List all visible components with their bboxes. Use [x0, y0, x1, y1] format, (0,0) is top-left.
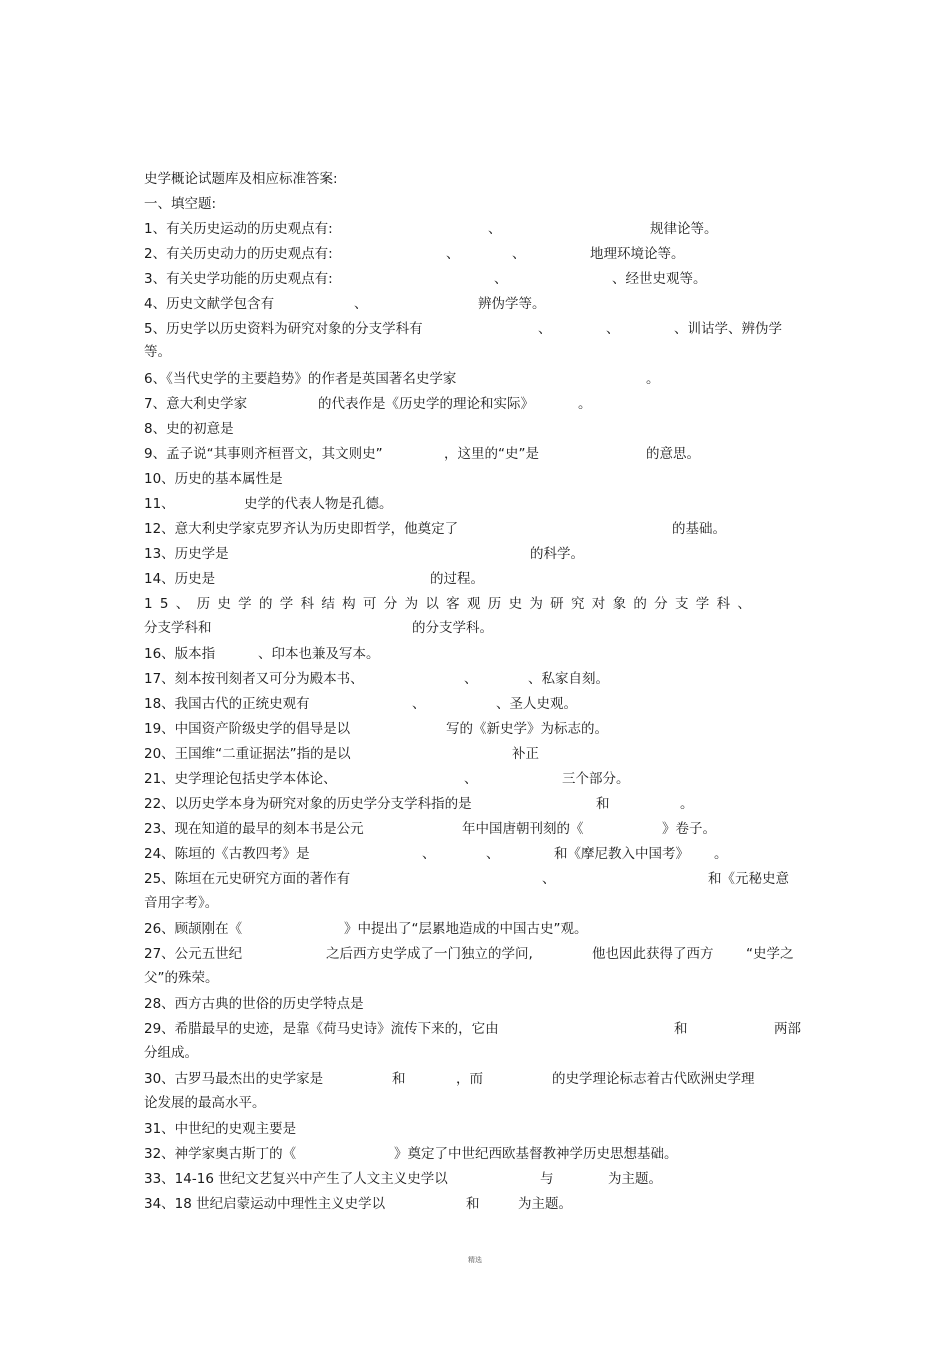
q21-sep: 、	[464, 771, 478, 787]
q18-tail: 、圣人史观。	[496, 696, 577, 712]
q30-mid: ，而	[456, 1071, 483, 1087]
q33-with: 与	[540, 1171, 554, 1187]
page-footer: 精选	[468, 1256, 482, 1264]
q24-tail: 。	[714, 846, 728, 862]
q1-tail: 规律论等。	[650, 221, 718, 237]
q2-tail: 地理环境论等。	[590, 246, 685, 262]
q17-tail: 、私家自刻。	[528, 671, 609, 687]
q34-tail: 为主题。	[518, 1196, 572, 1212]
q17-text: 17、刻本按刊刻者又可分为殿本书、	[144, 671, 364, 687]
q26-tail: 》中提出了“层累地造成的中国古史”观。	[344, 921, 588, 937]
question-31: 31、中世纪的史观主要是	[144, 1121, 297, 1137]
q30-tail: 的史学理论标志着古代欧洲史学理	[552, 1071, 755, 1087]
q12-text: 12、意大利史学家克罗齐认为历史即哲学，他奠定了	[144, 521, 459, 537]
q33-text: 33、14-16 世纪文艺复兴中产生了人文主义史学以	[144, 1171, 448, 1187]
q2-text: 2、有关历史动力的历史观点有:	[144, 246, 333, 262]
q24-sep1: 、	[422, 846, 436, 862]
q9-text: 9、孟子说“其事则齐桓晋文，其文则史”	[144, 446, 383, 462]
q16-text: 16、版本指	[144, 646, 216, 662]
q1-sep: 、	[488, 221, 502, 237]
q11-text: 11、	[144, 496, 175, 512]
q22-and: 和	[596, 796, 610, 812]
question-27-cont: 父”的殊荣。	[144, 970, 219, 986]
q25-sep: 、	[542, 871, 556, 887]
q24-mid: 和《摩尼教入中国考》	[554, 846, 689, 862]
q16-tail: 、印本也兼及写本。	[258, 646, 380, 662]
q2-sep1: 、	[446, 246, 460, 262]
q33-tail: 为主题。	[608, 1171, 662, 1187]
question-15: 15、历史学的学科结构可分为以客观历史为研究对象的分支学科、	[144, 596, 759, 612]
question-5-cont: 等。	[144, 344, 171, 360]
q12-tail: 的基础。	[672, 521, 726, 537]
q23-text: 23、现在知道的最早的刻本书是公元	[144, 821, 364, 837]
q14-text: 14、历史是	[144, 571, 216, 587]
question-8: 8、史的初意是	[144, 421, 234, 437]
q3-sep: 、	[494, 271, 508, 287]
question-28: 28、西方古典的世俗的历史学特点是	[144, 996, 364, 1012]
q7-text: 7、意大利史学家	[144, 396, 248, 412]
q20-tail: 补正	[512, 746, 539, 762]
q20-text: 20、王国维“二重证据法”指的是以	[144, 746, 351, 762]
q32-tail: 》奠定了中世纪西欧基督教神学历史思想基础。	[394, 1146, 678, 1162]
q27-tail: “史学之	[746, 946, 794, 962]
q29-text: 29、希腊最早的史迹，是靠《荷马史诗》流传下来的，它由	[144, 1021, 499, 1037]
q15-tail: 的分支学科。	[412, 620, 493, 636]
q4-sep: 、	[354, 296, 368, 312]
q32-text: 32、神学家奥古斯丁的《	[144, 1146, 297, 1162]
q15-text: 分支学科和	[144, 620, 212, 636]
q25-text: 25、陈垣在元史研究方面的著作有	[144, 871, 351, 887]
q29-tail: 两部	[774, 1021, 801, 1037]
q26-text: 26、顾颉刚在《	[144, 921, 243, 937]
question-25-cont: 音用字考》。	[144, 895, 219, 911]
q5-tail: 、训诂学、辨伪学	[674, 321, 782, 337]
q3-tail: 、经世史观等。	[612, 271, 707, 287]
q5-text: 5、历史学以历史资料为研究对象的分支学科有	[144, 321, 423, 337]
q30-text: 30、古罗马最杰出的史学家是	[144, 1071, 324, 1087]
q34-and: 和	[466, 1196, 480, 1212]
q22-tail: 。	[680, 796, 694, 812]
q27-mid: 之后西方史学成了一门独立的学问,	[326, 946, 533, 962]
q4-text: 4、历史文献学包含有	[144, 296, 275, 312]
q3-text: 3、有关史学功能的历史观点有:	[144, 271, 333, 287]
q22-text: 22、以历史学本身为研究对象的历史学分支学科指的是	[144, 796, 472, 812]
q9-mid: ，这里的“史”是	[444, 446, 539, 462]
q27-text: 27、公元五世纪	[144, 946, 243, 962]
q7-tail: 。	[578, 396, 592, 412]
q24-text: 24、陈垣的《古教四考》是	[144, 846, 310, 862]
q6-text: 6、《当代史学的主要趋势》的作者是英国著名史学家	[144, 371, 457, 387]
q14-tail: 的过程。	[430, 571, 484, 587]
q19-text: 19、中国资产阶级史学的倡导是以	[144, 721, 351, 737]
question-29-cont: 分组成。	[144, 1045, 198, 1061]
q21-tail: 三个部分。	[562, 771, 630, 787]
q23-tail: 》卷子。	[662, 821, 716, 837]
q34-text: 34、18 世纪启蒙运动中理性主义史学以	[144, 1196, 386, 1212]
q13-tail: 的科学。	[530, 546, 584, 562]
document-title: 史学概论试题库及相应标准答案:	[144, 171, 338, 187]
q6-tail: 。	[646, 371, 660, 387]
q23-mid: 年中国唐朝刊刻的《	[462, 821, 584, 837]
q24-sep2: 、	[486, 846, 500, 862]
q1-text: 1、有关历史运动的历史观点有:	[144, 221, 333, 237]
q5-sep1: 、	[538, 321, 552, 337]
q9-tail: 的意思。	[646, 446, 700, 462]
question-10: 10、历史的基本属性是	[144, 471, 283, 487]
q18-text: 18、我国古代的正统史观有	[144, 696, 310, 712]
q2-sep2: 、	[512, 246, 526, 262]
q17-sep: 、	[464, 671, 478, 687]
q5-sep2: 、	[606, 321, 620, 337]
q29-and: 和	[674, 1021, 688, 1037]
q13-text: 13、历史学是	[144, 546, 229, 562]
q25-tail: 和《元秘史意	[708, 871, 789, 887]
q11-tail: 史学的代表人物是孔德。	[244, 496, 393, 512]
question-30-cont: 论发展的最高水平。	[144, 1095, 266, 1111]
q21-text: 21、史学理论包括史学本体论、	[144, 771, 337, 787]
q19-tail: 写的《新史学》为标志的。	[446, 721, 608, 737]
section-heading: 一、填空题:	[144, 196, 217, 212]
q27-mid2: 他也因此获得了西方	[592, 946, 714, 962]
q18-sep: 、	[412, 696, 426, 712]
q4-tail: 辨伪学等。	[478, 296, 546, 312]
q30-and: 和	[392, 1071, 406, 1087]
q7-mid: 的代表作是《历史学的理论和实际》	[318, 396, 534, 412]
